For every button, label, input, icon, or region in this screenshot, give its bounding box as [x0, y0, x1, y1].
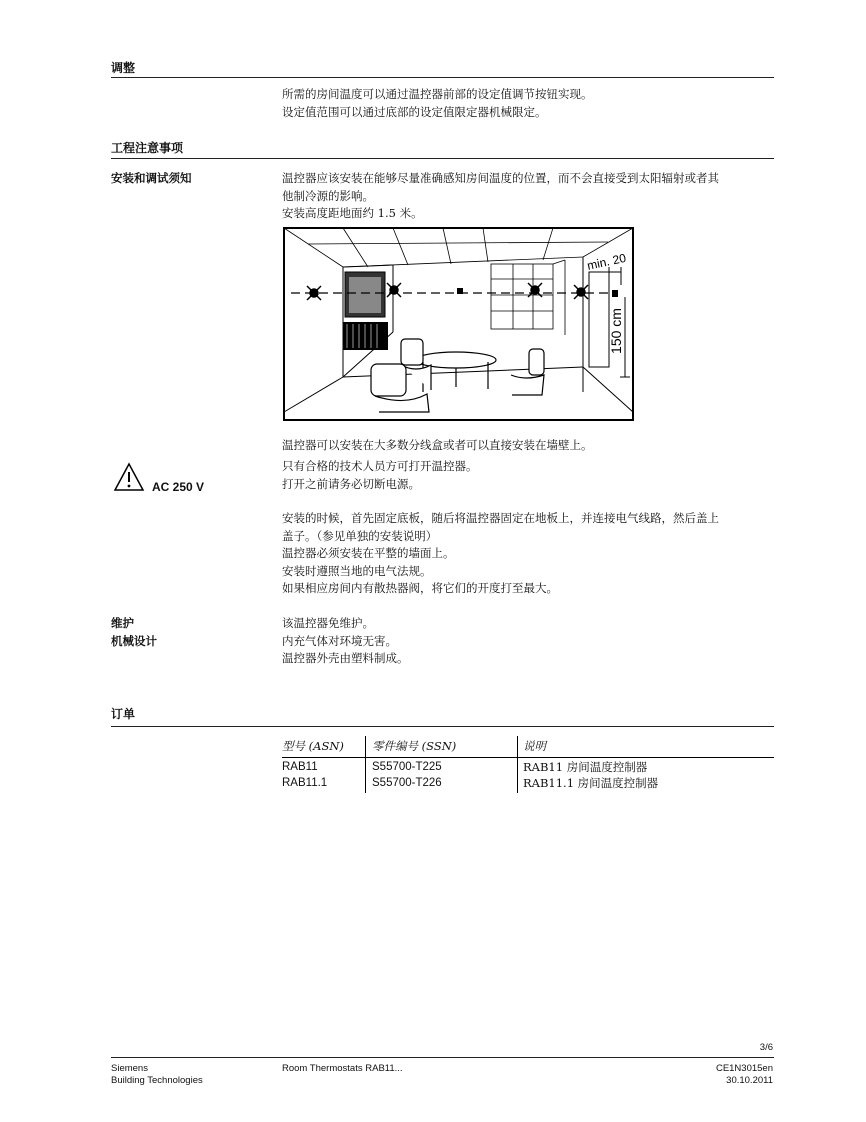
- section-heading-order: 订单: [111, 707, 136, 721]
- column-divider: [517, 736, 518, 793]
- side-label-maintenance: [111, 615, 157, 650]
- order-table: [282, 736, 774, 796]
- side-label-install: 安装和调试须知: [111, 171, 192, 185]
- height-label: 150 cm: [608, 308, 624, 354]
- cell-ssn: S55700-T225: [372, 761, 442, 773]
- table-header-rule: [282, 757, 774, 758]
- text-line: 安装时遵照当地的电气法规。: [282, 563, 432, 578]
- footer-company: [111, 1063, 203, 1087]
- min-label: min. 20: [585, 250, 628, 273]
- text-line: 盖子。（参见单独的安装说明）: [282, 528, 438, 543]
- column-header: 零件编号 (SSN): [372, 739, 457, 753]
- installation-steps: [282, 510, 719, 598]
- thermostat-mark: [612, 290, 618, 297]
- table-row: [282, 776, 327, 791]
- text-line: 温控器必须安装在平整的墙面上。: [282, 546, 455, 560]
- maintenance-text: [282, 615, 409, 668]
- warning-voltage: AC 250 V: [152, 480, 205, 494]
- cell-ssn: S55700-T226: [372, 777, 442, 789]
- footer-product: Room Thermostats RAB11...: [282, 1063, 403, 1074]
- column-divider: [365, 736, 366, 793]
- install-text: [282, 170, 719, 223]
- room-illustration: [283, 227, 634, 421]
- text-line: 打开之前请务必切断电源。: [282, 476, 420, 491]
- cell-description: RAB11 房间温度控制器: [523, 760, 648, 774]
- document-date: 30.10.2011: [726, 1075, 773, 1086]
- divider: [111, 77, 774, 78]
- mounting-text: 温控器可以安装在大多数分线盒或者可以直接安装在墙壁上。: [282, 438, 593, 452]
- text-line: 安装的时候，首先固定底板，随后将温控器固定在地板上，并连接电气线路，然后盖上: [282, 511, 719, 525]
- text-line: 该温控器免维护。: [282, 616, 374, 630]
- company-division: Building Technologies: [111, 1075, 203, 1086]
- footer-rule: [111, 1057, 774, 1058]
- divider: [111, 158, 774, 159]
- column-header: 型号 (ASN): [282, 739, 344, 753]
- table-row: [282, 760, 318, 775]
- text-line: 温控器应该安装在能够尽量准确感知房间温度的位置，而不会直接受到太阳辐射或者其: [282, 171, 719, 185]
- installation-figure: [283, 227, 634, 421]
- text-line: 只有合格的技术人员方可打开温控器。: [282, 459, 478, 473]
- text-line: 安装高度距地面约 1.5 米。: [282, 206, 423, 220]
- warning-icon: [113, 462, 145, 492]
- mechanical-design-label: 机械设计: [111, 633, 157, 648]
- document-id: CE1N3015en: [715, 1063, 773, 1074]
- ok-position: [457, 288, 463, 294]
- text-line: 如果相应房间内有散热器阀，将它们的开度打至最大。: [282, 581, 558, 595]
- text-line: 温控器外壳由塑料制成。: [282, 651, 409, 665]
- footer-doc-info: [716, 1063, 773, 1087]
- text-line: 内充气体对环境无害。: [282, 633, 397, 648]
- adjust-text: [282, 86, 593, 121]
- text-line: 他制冷源的影响。: [282, 188, 374, 203]
- text-line: 所需的房间温度可以通过温控器前部的设定值调节按钮实现。: [282, 87, 593, 101]
- text-line: 设定值范围可以通过底部的设定值限定器机械限定。: [282, 104, 547, 119]
- section-heading-engineering: 工程注意事项: [111, 141, 184, 155]
- company-name: Siemens: [111, 1063, 148, 1074]
- section-heading-adjust: 调整: [111, 61, 136, 75]
- radiator: [343, 322, 388, 350]
- cell-asn: RAB11: [282, 761, 318, 773]
- maintenance-label: 维护: [111, 616, 134, 630]
- column-header: 说明: [523, 739, 546, 753]
- cell-description: RAB11.1 房间温度控制器: [523, 776, 659, 790]
- divider: [111, 726, 774, 727]
- page-number: 3/6: [759, 1042, 773, 1053]
- cell-asn: RAB11.1: [282, 777, 328, 789]
- warning-text: [282, 458, 478, 493]
